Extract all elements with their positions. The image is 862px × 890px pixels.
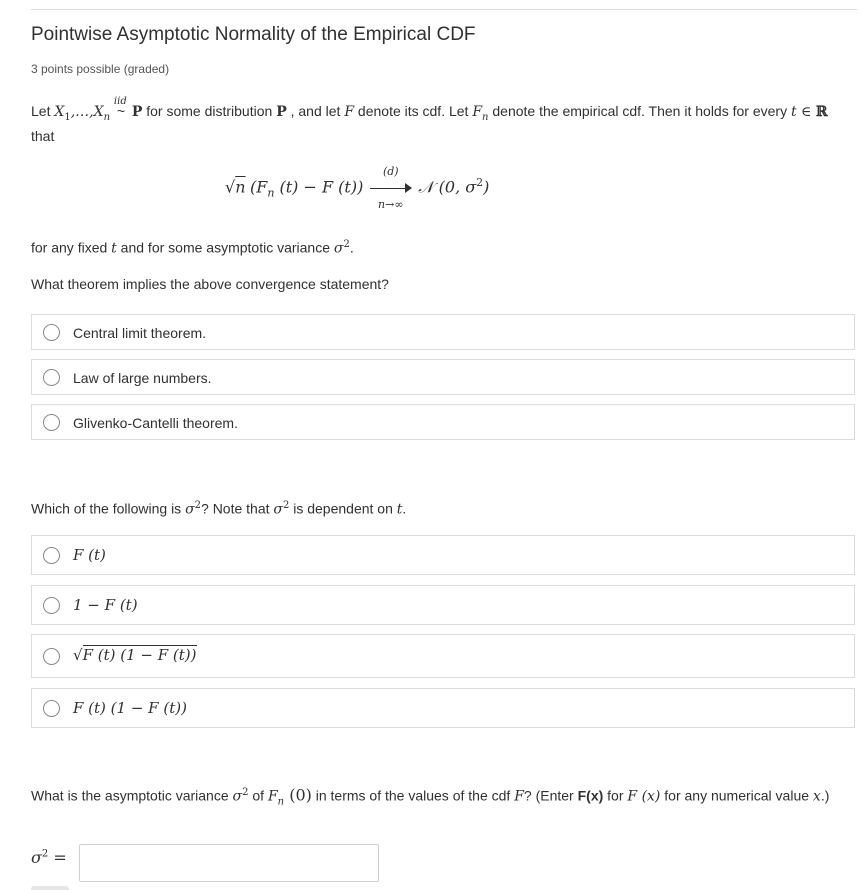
q1-option-clt[interactable]: Central limit theorem.: [31, 314, 855, 350]
radio-button[interactable]: [43, 369, 60, 386]
radio-button[interactable]: [43, 547, 60, 564]
question2-text: Which of the following is $\sigma^2$? Note that $\sigma^2$ is dependent on t.: [31, 500, 407, 518]
radio-button[interactable]: [43, 414, 60, 431]
question3-text: What is the asymptotic variance $\sigma^2$ of $F_n$ (0) in terms of the values of the cdf F? (Enter F(x) for F (x) for any numerical value x.): [31, 785, 830, 808]
q1-option-glivenko[interactable]: Glivenko-Cantelli theorem.: [31, 404, 855, 440]
question1-text: What theorem implies the above convergence statement?: [31, 276, 389, 292]
radio-button[interactable]: [43, 324, 60, 341]
fixed-t-line: for any fixed t and for some asymptotic variance $\sigma^2$.: [31, 239, 354, 257]
top-divider: [31, 9, 857, 10]
problem-statement: Let $X_1,\dots,X_n$ iid ~ P for some distribution P , and let F denote its cdf. Let $F_n$ denote the empirical cdf. Then it holds for every t ∈ ℝ that: [31, 96, 828, 144]
points-possible: 3 points possible (graded): [31, 62, 170, 76]
answer-label: $\sigma^2$ =: [31, 848, 67, 867]
problem-title: Pointwise Asymptotic Normality of the Empirical CDF: [31, 24, 476, 45]
radio-button[interactable]: [43, 597, 60, 614]
submit-button-partial[interactable]: [31, 886, 69, 890]
variance-answer-input[interactable]: [79, 844, 379, 882]
radio-button[interactable]: [43, 700, 60, 717]
q1-option-lln[interactable]: Law of large numbers.: [31, 359, 855, 395]
convergence-formula: √n ($F_n$ (t) − F (t)) $\frac{(d)}{n\to\infty}$ 𝒩 (0, $\sigma^2$): [225, 165, 490, 212]
q2-option-sqrt[interactable]: √F (t) (1 − F (t)): [31, 634, 855, 678]
convergence-arrow: $\frac{(d)}{n\to\infty}$: [370, 181, 412, 195]
radio-button[interactable]: [43, 648, 60, 665]
q2-option-product[interactable]: F (t) (1 − F (t)): [31, 688, 855, 728]
q2-option-F[interactable]: F (t): [31, 535, 855, 575]
q2-option-1-minus-F[interactable]: 1 − F (t): [31, 585, 855, 625]
